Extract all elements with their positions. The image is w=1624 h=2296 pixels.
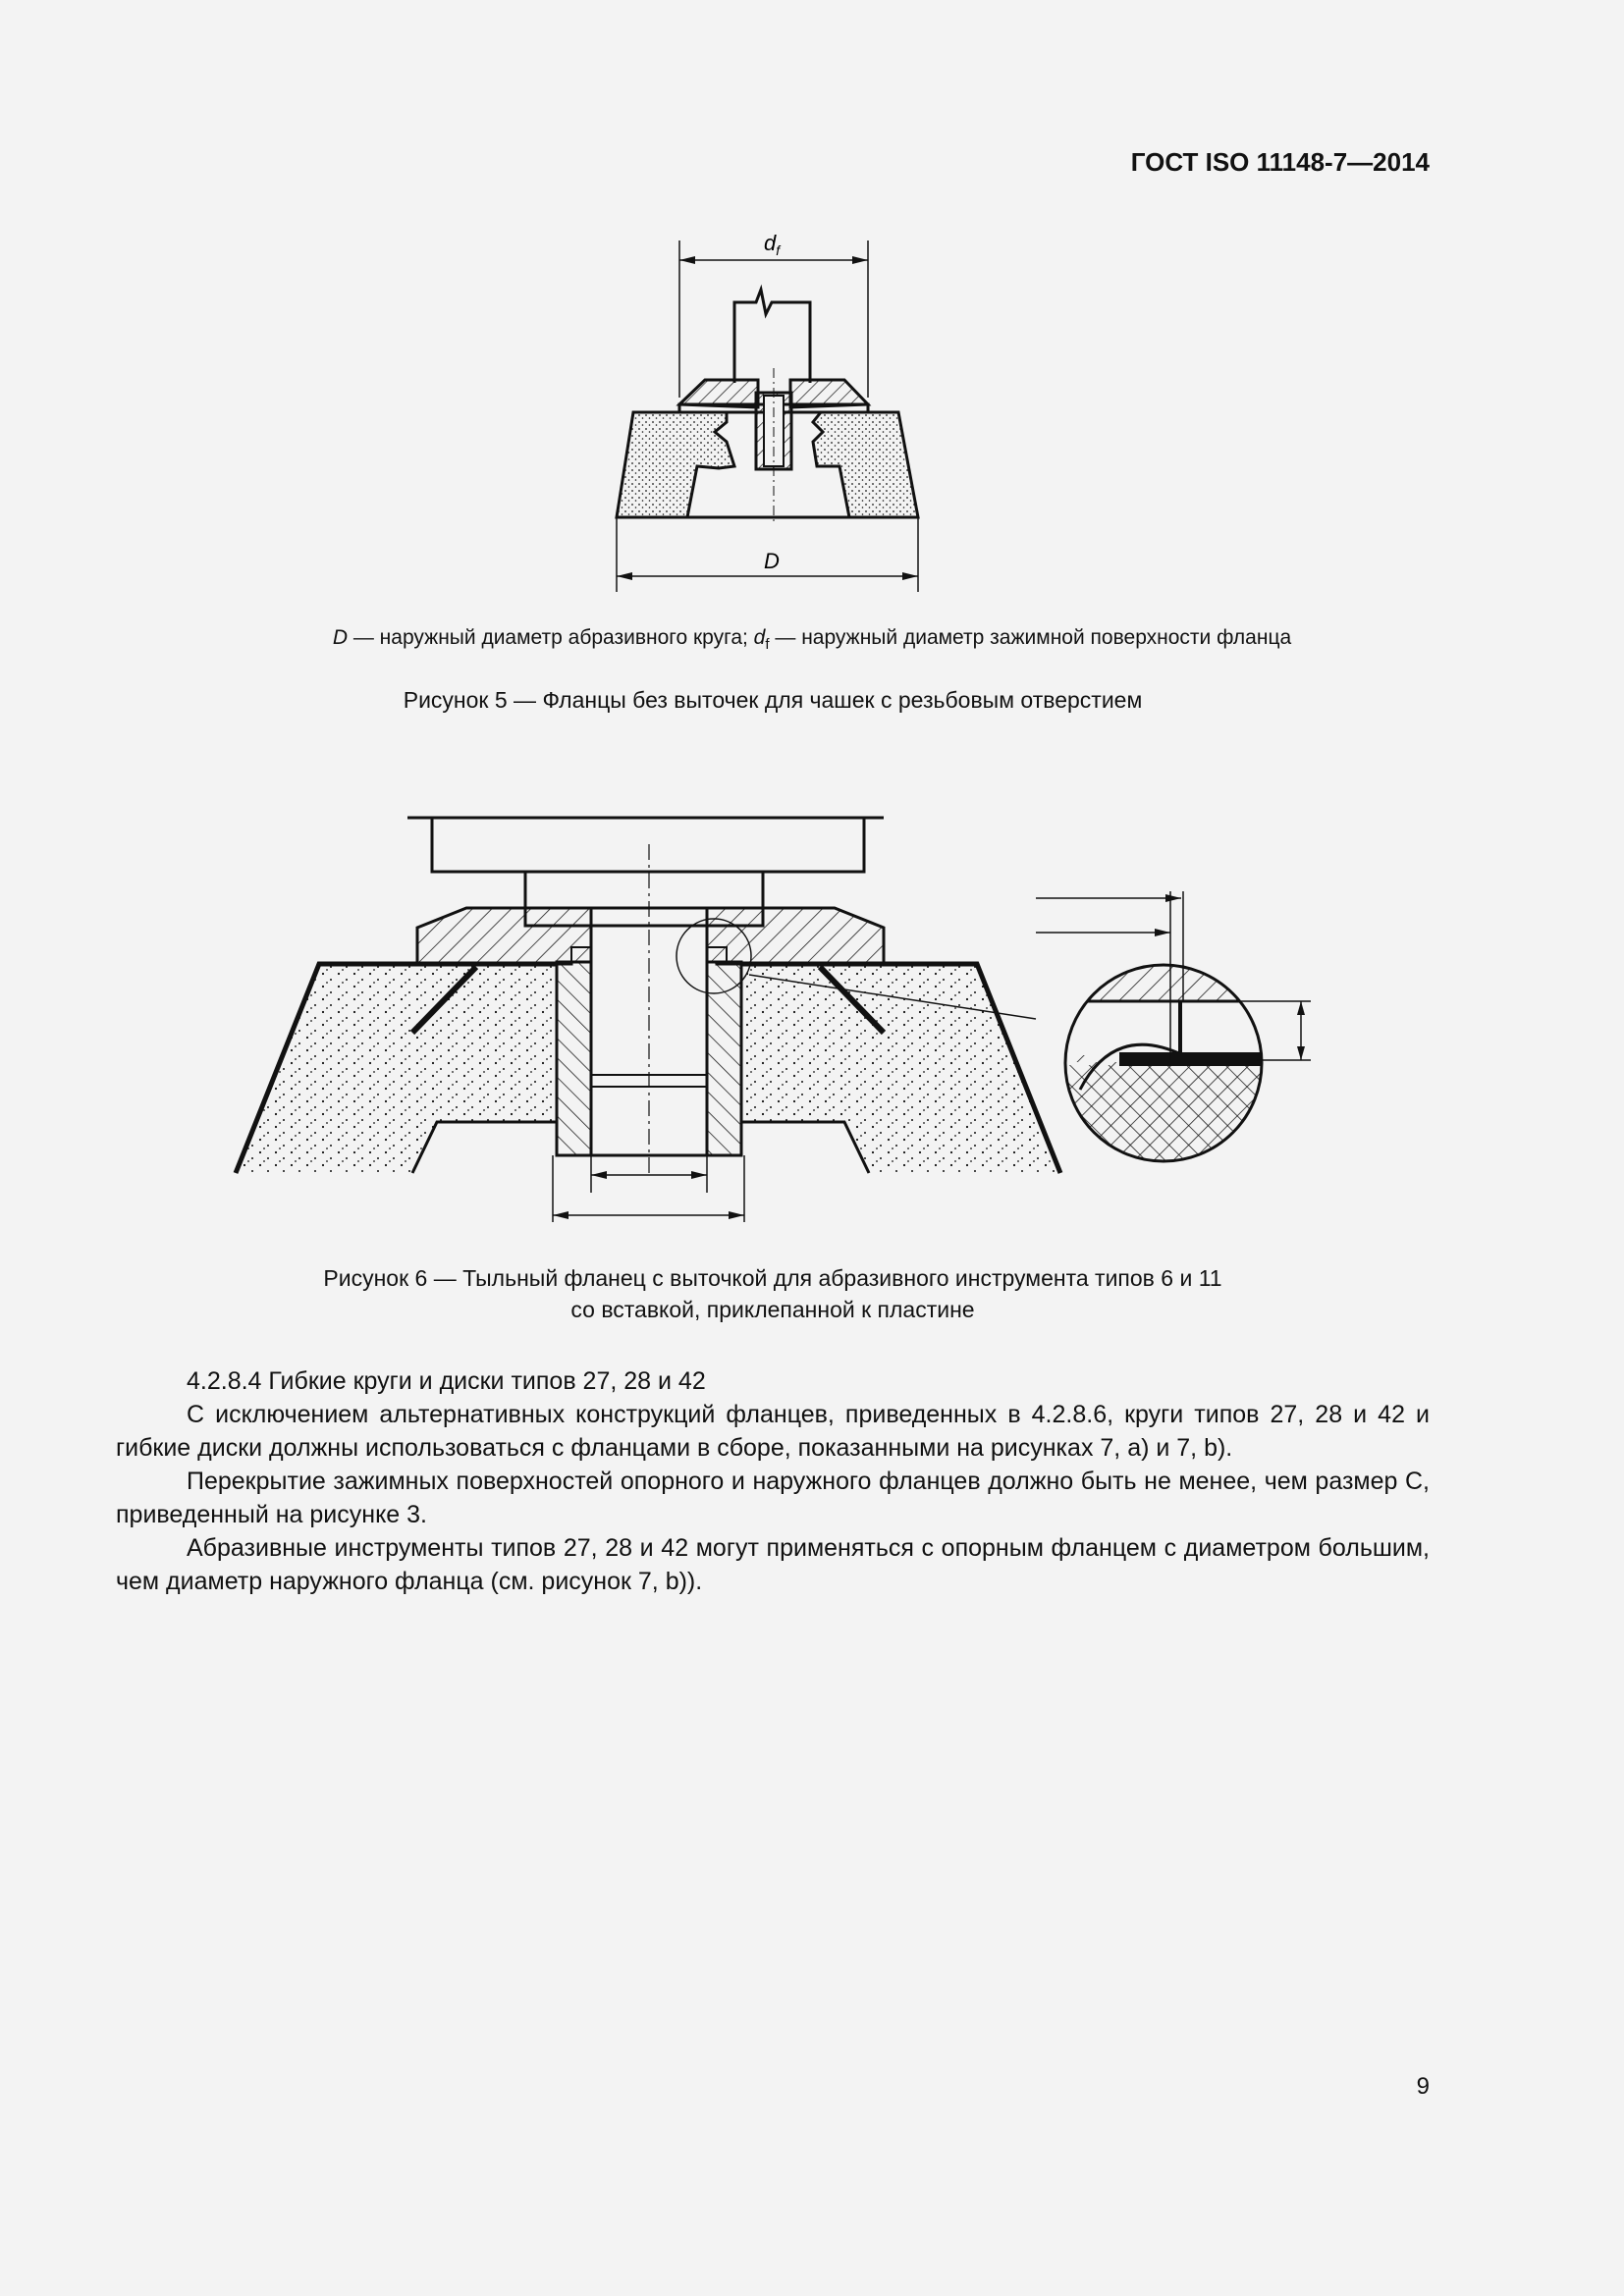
insert-right — [707, 962, 741, 1155]
document-header: ГОСТ ISO 11148-7—2014 — [1130, 147, 1430, 177]
detail-view — [1065, 965, 1267, 1163]
page-number: 9 — [1416, 2073, 1430, 2100]
machine-plate — [432, 818, 864, 872]
abrasive-body-left — [236, 964, 557, 1173]
abrasive-body-right — [741, 964, 1060, 1173]
figure-6-caption-line2: со вставкой, приклепанной к пластине — [570, 1297, 975, 1322]
D-label: D — [764, 549, 780, 573]
figure-5-drawing — [589, 221, 962, 604]
figure-5-legend: D — наружный диаметр абразивного круга; $d_f$ — наружный диаметр зажимной поверхности фланца — [332, 626, 1292, 654]
body-text — [116, 1364, 1430, 1598]
paragraph: С исключением альтернативных конструкций фланцев, приведенных в 4.2.8.6, круги типов 27, 28 и 42 и гибкие диски должны использоваться с фланцами в сборе, показанными на рисунках 7, a) и 7, b). — [116, 1401, 1430, 1462]
df-label: $d_f$ — [764, 231, 781, 258]
insert-left — [557, 962, 591, 1155]
paragraph: Абразивные инструменты типов 27, 28 и 42 могут применяться с опорным фланцем с диаметром большим, чем диаметр наружного фланца (см. рисунок 7, b)). — [116, 1534, 1430, 1595]
figure-5-caption: Рисунок 5 — Фланцы без выточек для чашек с резьбовым отверстием — [403, 687, 1143, 713]
figure-6-caption-line1: Рисунок 6 — Тыльный фланец с выточкой для абразивного инструмента типов 6 и 11 — [323, 1265, 1222, 1291]
back-flange-right — [707, 908, 884, 964]
abrasive-cup-left — [617, 412, 734, 517]
spindle-outline — [734, 290, 810, 383]
abrasive-cup-right — [813, 412, 918, 517]
back-flange-left — [417, 908, 591, 964]
figure-6-caption — [0, 1262, 1545, 1325]
section-heading: 4.2.8.4 Гибкие круги и диски типов 27, 28 и 42 — [187, 1367, 706, 1395]
figure-6-drawing — [226, 805, 1335, 1237]
paragraph: Перекрытие зажимных поверхностей опорного и наружного фланцев должно быть не менее, чем размер C, приведенный на рисунке 3. — [116, 1468, 1430, 1528]
